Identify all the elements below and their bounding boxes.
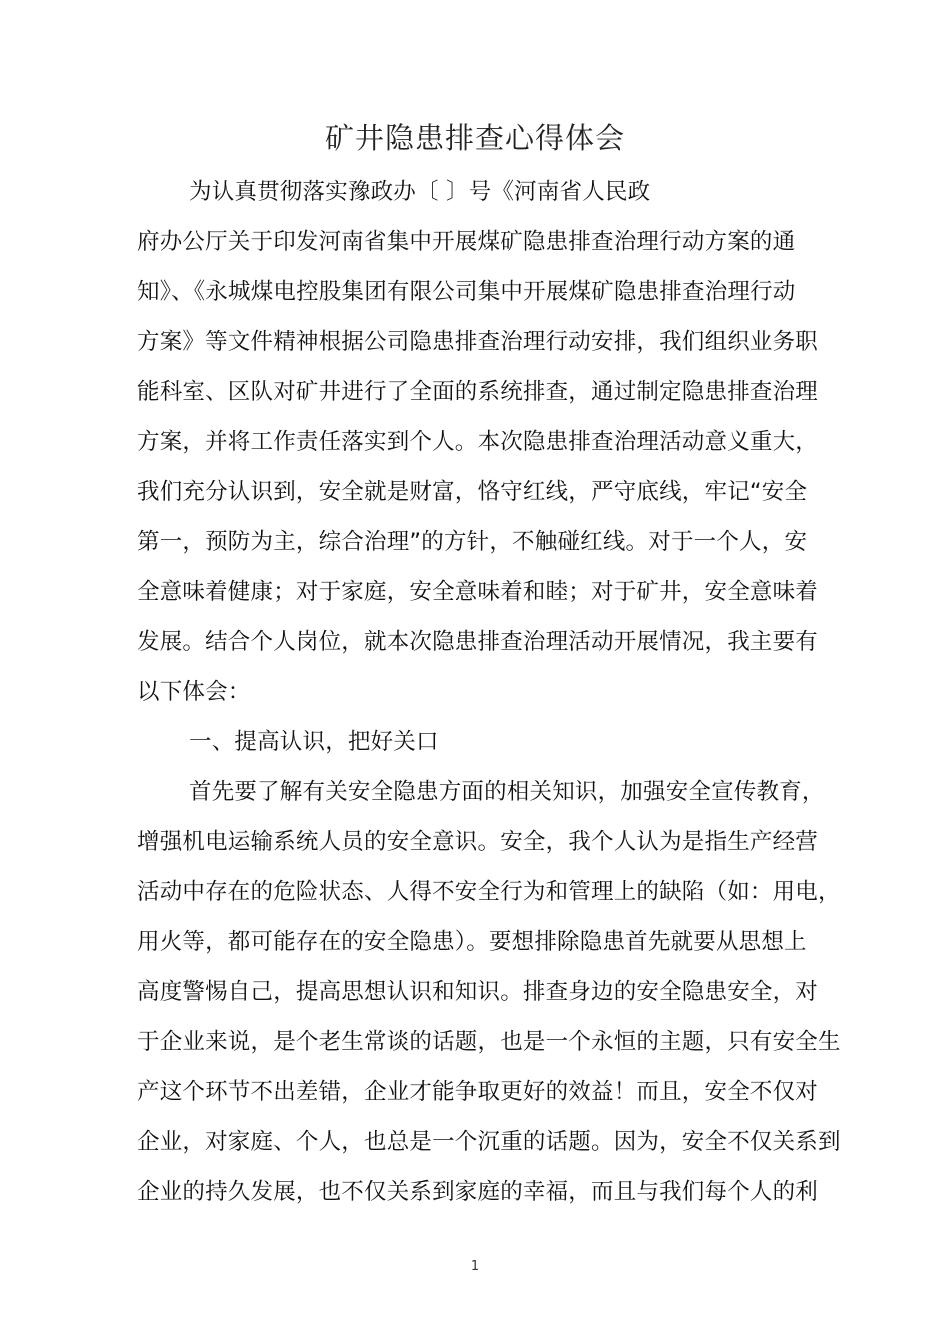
paragraph-line: 于企业来说，是个老生常谈的话题，也是一个永恒的主题，只有安全生: [137, 1029, 841, 1055]
paragraph-line: 府办公厅关于印发河南省集中开展煤矿隐患排查治理行动方案的通: [137, 229, 796, 255]
paragraph-line: 产这个环节不出差错，企业才能争取更好的效益！而且，安全不仅对: [137, 1079, 819, 1105]
paragraph-line: 知》、《永城煤电控股集团有限公司集中开展煤矿隐患排查治理行动: [137, 279, 796, 305]
paragraph-line: 能科室、区队对矿井进行了全面的系统排查，通过制定隐患排查治理: [137, 379, 819, 405]
paragraph-line: 全意味着健康；对于家庭，安全意味着和睦；对于矿井，安全意味着: [137, 579, 819, 605]
paragraph-line: 为认真贯彻落实豫政办〔 〕号《河南省人民政: [189, 179, 651, 205]
paragraph-line: 方案》等文件精神根据公司隐患排查治理行动安排，我们组织业务职: [137, 329, 819, 355]
section-heading: 一、提高认识，把好关口: [189, 729, 439, 755]
paragraph-line: 第一，预防为主，综合治理”的方针，不触碰红线。对于一个人，安: [137, 529, 808, 555]
paragraph-line: 企业，对家庭、个人，也总是一个沉重的话题。因为，安全不仅关系到: [137, 1129, 841, 1155]
paragraph-line: 用火等，都可能存在的安全隐患）。要想排除隐患首先就要从思想上: [137, 929, 807, 955]
page-number: 1: [470, 1259, 480, 1274]
paragraph-line: 高度警惕自己，提高思想认识和知识。排查身边的安全隐患安全，对: [137, 979, 819, 1005]
paragraph-line: 企业的持久发展，也不仅关系到家庭的幸福，而且与我们每个人的利: [137, 1179, 819, 1205]
paragraph-line: 发展。结合个人岗位，就本次隐患排查治理活动开展情况，我主要有: [137, 629, 819, 655]
document-title: 矿井隐患排查心得体会: [324, 121, 625, 155]
paragraph-line: 方案，并将工作责任落实到个人。本次隐患排查治理活动意义重大，: [137, 429, 819, 455]
paragraph-line: 以下体会：: [137, 679, 251, 705]
paragraph-line: 活动中存在的危险状态、人得不安全行为和管理上的缺陷（如：用电，: [137, 879, 841, 905]
paragraph-line: 增强机电运输系统人员的安全意识。安全，我个人认为是指生产经营: [137, 829, 819, 855]
paragraph-line: 首先要了解有关安全隐患方面的相关知识，加强安全宣传教育，: [189, 779, 825, 805]
paragraph-line: 我们充分认识到，安全就是财富，恪守红线，严守底线，牢记“安全: [137, 479, 808, 505]
